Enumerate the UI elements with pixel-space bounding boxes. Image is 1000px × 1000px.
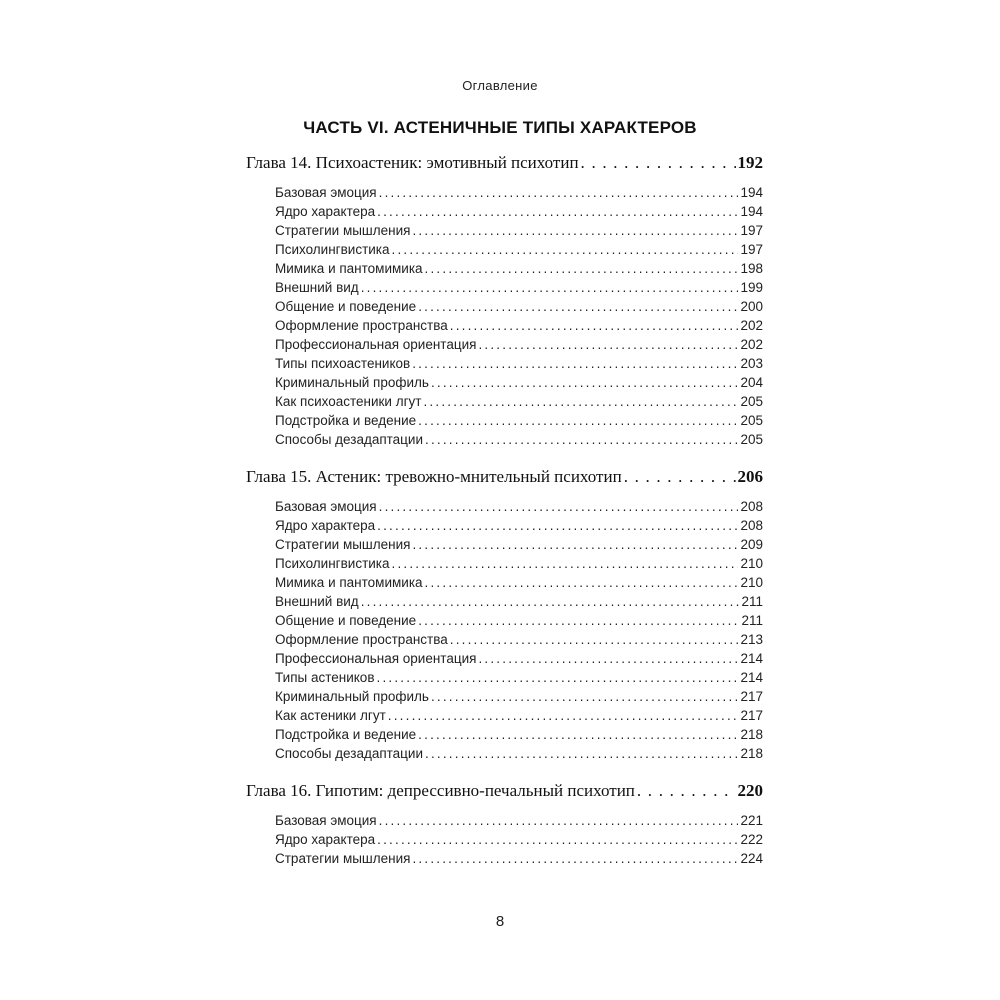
section-entry[interactable]	[275, 632, 763, 651]
section-entry[interactable]	[275, 613, 763, 632]
section-entry[interactable]	[275, 394, 763, 413]
dot-leader	[361, 594, 740, 609]
chapter-block	[246, 467, 763, 765]
section-page: 197	[740, 242, 763, 257]
section-entry[interactable]	[275, 356, 763, 375]
section-page: 209	[740, 537, 763, 552]
section-entry[interactable]	[275, 575, 763, 594]
section-list	[246, 499, 763, 765]
section-page: 197	[740, 223, 763, 238]
dot-leader	[423, 394, 738, 409]
section-entry[interactable]	[275, 185, 763, 204]
section-page: 211	[741, 613, 763, 628]
dot-leader	[431, 689, 739, 704]
section-title: Базовая эмоция	[275, 813, 377, 828]
section-title: Стратегии мышления	[275, 223, 411, 238]
section-page: 210	[740, 556, 763, 571]
section-entry[interactable]	[275, 223, 763, 242]
section-page: 202	[740, 337, 763, 352]
section-page: 224	[740, 851, 763, 866]
dot-leader	[425, 432, 738, 447]
section-page: 213	[740, 632, 763, 647]
section-entry[interactable]	[275, 318, 763, 337]
section-page: 198	[740, 261, 763, 276]
section-page: 202	[740, 318, 763, 333]
dot-leader	[392, 242, 739, 257]
section-title: Профессиональная ориентация	[275, 337, 477, 352]
section-title: Как психоастеники лгут	[275, 394, 422, 409]
dot-leader	[581, 153, 736, 173]
section-title: Подстройка и ведение	[275, 727, 417, 742]
chapter-entry[interactable]	[246, 781, 763, 807]
section-page: 214	[740, 670, 763, 685]
section-page: 208	[740, 518, 763, 533]
dot-leader	[388, 708, 739, 723]
section-entry[interactable]	[275, 413, 763, 432]
section-entry[interactable]	[275, 689, 763, 708]
chapter-title: Глава 16. Гипотим: депрессивно-печальный психотип	[246, 781, 635, 800]
section-entry[interactable]	[275, 518, 763, 537]
dot-leader	[377, 518, 738, 533]
dot-leader	[637, 781, 736, 801]
chapter-entry[interactable]	[246, 153, 763, 179]
dot-leader	[377, 670, 739, 685]
chapter-block	[246, 153, 763, 451]
section-title: Ядро характера	[275, 204, 376, 219]
section-page: 194	[740, 204, 763, 219]
dot-leader	[412, 356, 738, 371]
section-title: Как астеники лгут	[275, 708, 386, 723]
chapter-page: 220	[737, 781, 763, 800]
dot-leader	[377, 832, 738, 847]
dot-leader	[425, 261, 739, 276]
section-entry[interactable]	[275, 746, 763, 765]
section-entry[interactable]	[275, 204, 763, 223]
chapter-title: Глава 14. Психоастеник: эмотивный психотип	[246, 153, 579, 172]
section-title: Внешний вид	[275, 594, 359, 609]
section-page: 205	[740, 432, 763, 447]
section-title: Ядро характера	[275, 832, 376, 847]
section-page: 218	[740, 727, 763, 742]
section-page: 194	[740, 185, 763, 200]
section-title: Базовая эмоция	[275, 499, 377, 514]
section-list	[246, 813, 763, 870]
running-head: Оглавление	[462, 78, 538, 93]
section-title: Стратегии мышления	[275, 851, 411, 866]
section-page: 214	[740, 651, 763, 666]
dot-leader	[361, 280, 739, 295]
section-title: Оформление пространства	[275, 318, 448, 333]
dot-leader	[425, 746, 738, 761]
section-page: 205	[740, 413, 763, 428]
chapter-entry[interactable]	[246, 467, 763, 493]
page-number: 8	[495, 913, 505, 930]
section-page: 205	[740, 394, 763, 409]
section-entry[interactable]	[275, 832, 763, 851]
dot-leader	[425, 575, 739, 590]
section-entry[interactable]	[275, 813, 763, 832]
chapter-title: Глава 15. Астеник: тревожно-мнительный психотип	[246, 467, 622, 486]
dot-leader	[418, 613, 739, 628]
section-entry[interactable]	[275, 337, 763, 356]
section-entry[interactable]	[275, 375, 763, 394]
section-page: 217	[740, 689, 763, 704]
chapter-page: 206	[737, 467, 763, 486]
section-entry[interactable]	[275, 242, 763, 261]
section-entry[interactable]	[275, 651, 763, 670]
section-title: Типы психоастеников	[275, 356, 411, 371]
section-entry[interactable]	[275, 432, 763, 451]
section-title: Криминальный профиль	[275, 689, 429, 704]
dot-leader	[379, 185, 739, 200]
chapter-block	[246, 781, 763, 870]
section-title: Общение и поведение	[275, 613, 417, 628]
dot-leader	[379, 813, 739, 828]
section-entry[interactable]	[275, 708, 763, 727]
section-page: 210	[740, 575, 763, 590]
section-title: Базовая эмоция	[275, 185, 377, 200]
section-entry[interactable]	[275, 670, 763, 689]
dot-leader	[431, 375, 739, 390]
section-page: 222	[740, 832, 763, 847]
section-page: 218	[740, 746, 763, 761]
section-page: 199	[740, 280, 763, 295]
section-entry[interactable]	[275, 280, 763, 299]
dot-leader	[624, 467, 736, 487]
dot-leader	[379, 499, 739, 514]
section-entry[interactable]	[275, 727, 763, 746]
section-title: Стратегии мышления	[275, 537, 411, 552]
dot-leader	[478, 651, 738, 666]
dot-leader	[392, 556, 739, 571]
section-title: Мимика и пантомимика	[275, 261, 423, 276]
section-title: Общение и поведение	[275, 299, 417, 314]
section-page: 200	[740, 299, 763, 314]
section-title: Способы дезадаптации	[275, 432, 423, 447]
dot-leader	[377, 204, 738, 219]
dot-leader	[412, 223, 738, 238]
section-title: Психолингвистика	[275, 556, 390, 571]
part-title: ЧАСТЬ VI. АСТЕНИЧНЫЕ ТИПЫ ХАРАКТЕРОВ	[303, 118, 697, 137]
dot-leader	[450, 318, 739, 333]
section-entry[interactable]	[275, 299, 763, 318]
section-page: 208	[740, 499, 763, 514]
section-title: Криминальный профиль	[275, 375, 429, 390]
section-entry[interactable]	[275, 594, 763, 613]
section-page: 203	[740, 356, 763, 371]
dot-leader	[418, 727, 738, 742]
section-title: Профессиональная ориентация	[275, 651, 477, 666]
section-title: Типы астеников	[275, 670, 375, 685]
section-title: Психолингвистика	[275, 242, 390, 257]
section-entry[interactable]	[275, 556, 763, 575]
chapter-page: 192	[737, 153, 763, 172]
section-page: 204	[740, 375, 763, 390]
dot-leader	[418, 413, 738, 428]
section-entry[interactable]	[275, 537, 763, 556]
section-entry[interactable]	[275, 261, 763, 280]
dot-leader	[412, 537, 738, 552]
section-page: 217	[740, 708, 763, 723]
section-page: 221	[740, 813, 763, 828]
section-page: 211	[741, 594, 763, 609]
dot-leader	[478, 337, 738, 352]
section-title: Ядро характера	[275, 518, 376, 533]
section-entry[interactable]	[275, 499, 763, 518]
dot-leader	[412, 851, 738, 866]
section-title: Подстройка и ведение	[275, 413, 417, 428]
section-title: Мимика и пантомимика	[275, 575, 423, 590]
section-title: Внешний вид	[275, 280, 359, 295]
section-title: Оформление пространства	[275, 632, 448, 647]
section-entry[interactable]	[275, 851, 763, 870]
dot-leader	[450, 632, 739, 647]
dot-leader	[418, 299, 738, 314]
section-title: Способы дезадаптации	[275, 746, 423, 761]
section-list	[246, 185, 763, 451]
